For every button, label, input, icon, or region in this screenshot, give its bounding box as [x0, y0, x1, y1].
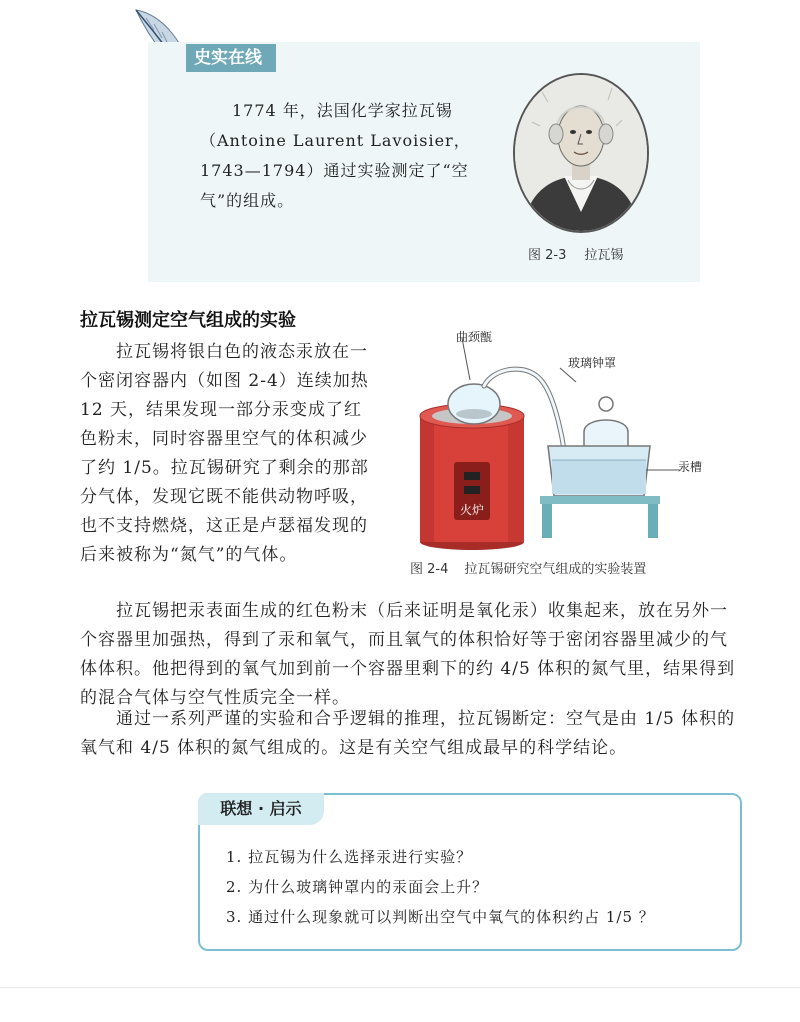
- furnace-label: 火炉: [459, 503, 485, 517]
- label-retort: 曲颈甑: [456, 330, 493, 344]
- figure-number: 图 2-4: [410, 562, 449, 577]
- paragraph-1: 拉瓦锡将银白色的液态汞放在一个密闭容器内（如图 2-4）连续加热 12 天，结果发现一部分汞变成了红色粉末，同时容器里空气的体积减少了约 1/5。拉瓦锡研究了剩余的那部分气体，发现它既不能供动物呼吸，也不支持燃烧，这正是卢瑟福发现的后来被称为“氮气”的气体。: [80, 342, 369, 565]
- lavoisier-portrait: [512, 72, 650, 234]
- divider: [0, 987, 800, 988]
- label-bell-jar: 玻璃钟罩: [568, 356, 617, 370]
- list-item: 3. 通过什么现象就可以判断出空气中氧气的体积约占 1/5 ？: [226, 908, 655, 926]
- apparatus-diagram: [400, 320, 703, 552]
- question-list: [226, 842, 655, 932]
- figure-number: 图 2-3: [528, 248, 567, 263]
- section-title: 拉瓦锡测定空气组成的实验: [80, 310, 296, 331]
- figure-caption-text: 拉瓦锡: [584, 248, 624, 263]
- list-item: 1. 拉瓦锡为什么选择汞进行实验？: [226, 848, 473, 866]
- history-text: 1774 年，法国化学家拉瓦锡（Antoine Laurent Lavoisier，1743—1794）通过实验测定了“空气”的组成。: [200, 101, 471, 210]
- paragraph-2: 拉瓦锡把汞表面生成的红色粉末（后来证明是氧化汞）收集起来，放在另外一个容器里加强热，得到了汞和氧气，而且氧气的体积恰好等于密闭容器里减少的气体体积。他把得到的氧气加到前一个容器里剩下的约 4/5 体积的氮气里，结果得到的混合气体与空气性质完全一样。: [80, 601, 736, 708]
- figure-2-3-caption: [528, 244, 623, 263]
- label-trough: 汞槽: [678, 460, 703, 474]
- think-tab: 联想 · 启示: [198, 793, 324, 825]
- figure-2-4-caption: [410, 558, 646, 577]
- history-tag: 史实在线: [186, 44, 276, 72]
- list-item: 2. 为什么玻璃钟罩内的汞面会上升？: [226, 878, 489, 896]
- figure-caption-text: 拉瓦锡研究空气组成的实验装置: [464, 562, 647, 577]
- paragraph-3: 通过一系列严谨的实验和合乎逻辑的推理，拉瓦锡断定：空气是由 1/5 体积的氧气和 4/5 体积的氮气组成的。这是有关空气组成最早的科学结论。: [80, 709, 736, 758]
